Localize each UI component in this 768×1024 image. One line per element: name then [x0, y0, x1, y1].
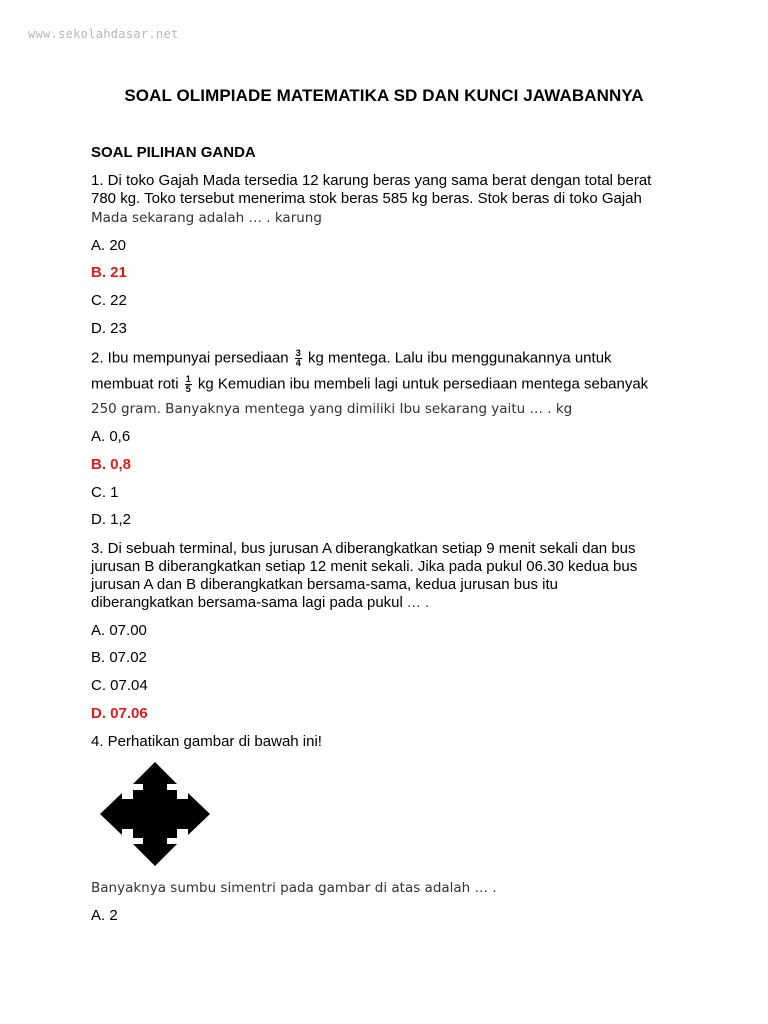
q4-option-a: A. 2 — [91, 907, 118, 924]
q1-option-d: D. 23 — [91, 320, 127, 337]
q2-line-2-end: kg Kemudian ibu membeli lagi untuk persediaan mentega sebanyak — [197, 375, 649, 393]
q3-line-2: jurusan B diberangkatkan setiap 12 menit sekali. Jika pada pukul 06.30 kedua bus — [91, 558, 638, 575]
q1-option-a: A. 20 — [91, 237, 127, 254]
four-arrows-figure — [100, 762, 210, 866]
watermark: www.sekolahdasar.net — [28, 27, 179, 41]
q1-line-2: 780 kg. Toko tersebut menerima stok beras 585 kg beras. Stok beras di toko Gajah — [91, 190, 642, 207]
fraction-numerator: 3 — [295, 348, 301, 358]
q1-line-1: 1. Di toko Gajah Mada tersedia 12 karung beras yang sama berat dengan total berat — [91, 172, 652, 189]
q3-option-d-correct: D. 07.06 — [91, 705, 148, 722]
four-arrows-shape — [100, 762, 210, 866]
q1-option-c: C. 22 — [91, 292, 127, 309]
q1-line-3: Mada sekarang adalah … . karung — [91, 210, 322, 226]
q3-line-3: jurusan A dan B diberangkatkan bersama-sama, kedua jurusan bus itu — [91, 576, 558, 593]
page-title: SOAL OLIMPIADE MATEMATIKA SD DAN KUNCI JAWABANNYA — [124, 86, 644, 105]
q3-option-a: A. 07.00 — [91, 622, 147, 639]
q1-option-b-correct: B. 21 — [91, 264, 127, 281]
q4-line-1: 4. Perhatikan gambar di bawah ini! — [91, 733, 322, 750]
q2-option-b-correct: B. 0,8 — [91, 456, 132, 473]
q4-line-2: Banyaknya sumbu simentri pada gambar di atas adalah … . — [91, 880, 497, 896]
q2-option-d: D. 1,2 — [91, 511, 132, 528]
fraction-numerator: 1 — [185, 374, 191, 384]
q2-line-1 — [91, 349, 612, 368]
section-heading: SOAL PILIHAN GANDA — [91, 144, 256, 161]
q3-option-c: C. 07.04 — [91, 677, 148, 694]
q2-line-2-start: membuat roti — [91, 375, 179, 393]
q2-line-1-end: kg mentega. Lalu ibu menggunakannya untuk — [307, 349, 612, 367]
q3-option-b: B. 07.02 — [91, 649, 147, 666]
q2-line-2 — [91, 375, 648, 394]
q3-line-1: 3. Di sebuah terminal, bus jurusan A diberangkatkan setiap 9 menit sekali dan bus — [91, 540, 636, 557]
q3-line-4-blank: … . — [407, 595, 430, 611]
q3-line-4 — [91, 594, 429, 612]
fraction-three-quarters — [295, 349, 302, 368]
q2-option-a: A. 0,6 — [91, 428, 131, 445]
q2-line-3: 250 gram. Banyaknya mentega yang dimiliki Ibu sekarang yaitu … . kg — [91, 401, 573, 417]
q2-option-c: C. 1 — [91, 484, 119, 501]
fraction-denominator: 5 — [185, 384, 191, 394]
fraction-one-fifth — [185, 375, 192, 394]
q2-line-1-start: 2. Ibu mempunyai persediaan — [91, 349, 289, 367]
q3-line-4-text: diberangkatkan bersama-sama lagi pada pukul — [91, 594, 403, 611]
fraction-denominator: 4 — [295, 358, 301, 368]
